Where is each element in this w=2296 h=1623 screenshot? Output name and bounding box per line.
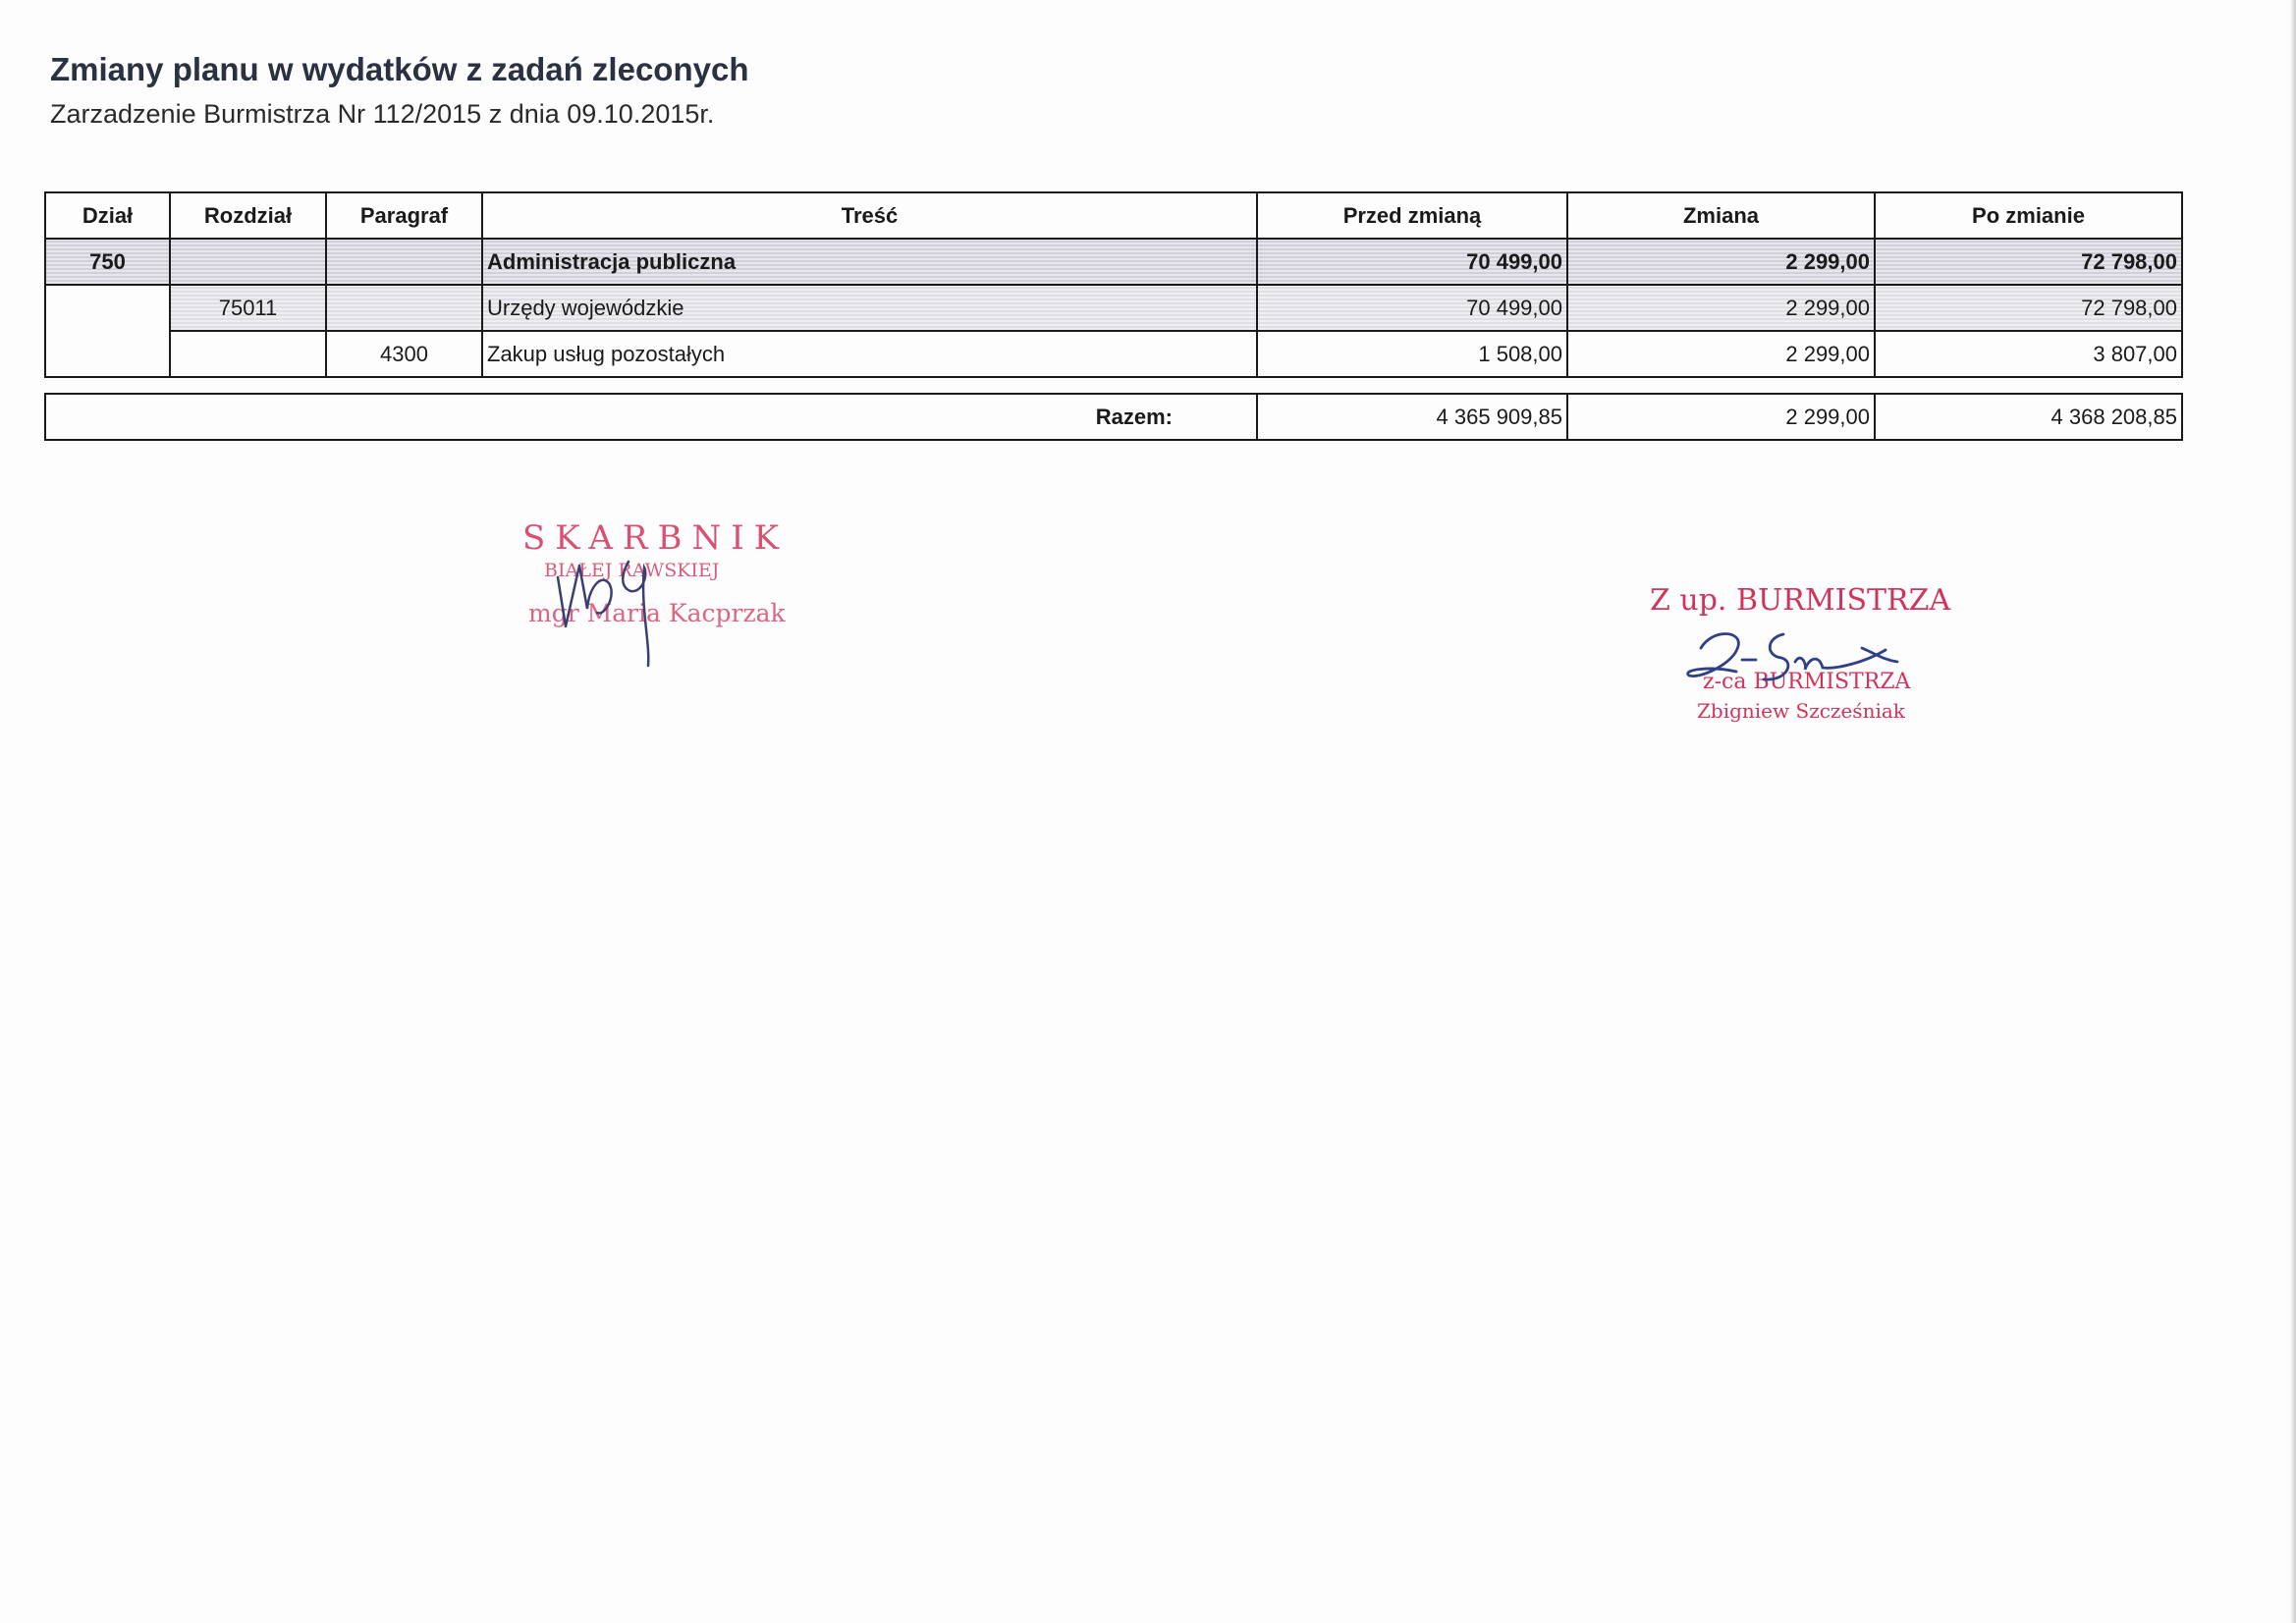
table-row-paragraf bbox=[45, 331, 2182, 377]
column-header-po-zmianie: Po zmianie bbox=[1875, 192, 2182, 239]
cell-dzial: 750 bbox=[45, 239, 170, 285]
table-row-rozdzial bbox=[45, 285, 2182, 331]
column-header-dzial: Dział bbox=[45, 192, 170, 239]
cell-paragraf bbox=[326, 239, 482, 285]
expense-changes-table bbox=[44, 191, 2183, 378]
skarbnik-stamp bbox=[519, 518, 833, 695]
summary-przed-zmiana: 4 365 909,85 bbox=[1257, 394, 1567, 440]
cell-zmiana: 2 299,00 bbox=[1567, 331, 1875, 377]
cell-tresc: Urzędy wojewódzkie bbox=[482, 285, 1257, 331]
cell-rozdzial: 75011 bbox=[170, 285, 326, 331]
cell-przed-zmiana: 70 499,00 bbox=[1257, 239, 1567, 285]
stamp-subtitle: z-ca BURMISTRZA bbox=[1703, 670, 1911, 694]
summary-table bbox=[44, 393, 2183, 441]
stamp-title: SKARBNIK bbox=[522, 518, 790, 558]
cell-dzial bbox=[45, 285, 170, 377]
cell-paragraf: 4300 bbox=[326, 331, 482, 377]
cell-rozdzial bbox=[170, 239, 326, 285]
summary-zmiana: 2 299,00 bbox=[1567, 394, 1875, 440]
column-header-przed-zmiana: Przed zmianą bbox=[1257, 192, 1567, 239]
table-row-dzial bbox=[45, 239, 2182, 285]
stamp-name: Zbigniew Szcześniak bbox=[1697, 699, 1905, 723]
cell-przed-zmiana: 70 499,00 bbox=[1257, 285, 1567, 331]
cell-po-zmianie: 72 798,00 bbox=[1875, 285, 2182, 331]
column-header-zmiana: Zmiana bbox=[1567, 192, 1875, 239]
cell-przed-zmiana: 1 508,00 bbox=[1257, 331, 1567, 377]
cell-rozdzial bbox=[170, 331, 326, 377]
stamp-subtitle: BIAŁEJ RAWSKIEJ bbox=[544, 560, 720, 581]
signature-burmistrz bbox=[1640, 579, 1994, 746]
document-subtitle: Zarzadzenie Burmistrza Nr 112/2015 z dnia 09.10.2015r. bbox=[50, 99, 715, 129]
scan-edge bbox=[2290, 0, 2296, 1623]
column-header-tresc: Treść bbox=[482, 192, 1257, 239]
table-header-row bbox=[45, 192, 2182, 239]
signature-skarbnik bbox=[519, 518, 833, 695]
summary-label: Razem: bbox=[45, 394, 1257, 440]
document-title: Zmiany planu w wydatków z zadań zleconych bbox=[50, 51, 749, 87]
cell-zmiana: 2 299,00 bbox=[1567, 239, 1875, 285]
cell-tresc: Zakup usług pozostałych bbox=[482, 331, 1257, 377]
column-header-paragraf: Paragraf bbox=[326, 192, 482, 239]
cell-tresc: Administracja publiczna bbox=[482, 239, 1257, 285]
stamp-title: Z up. BURMISTRZA bbox=[1650, 583, 1951, 618]
column-header-rozdzial: Rozdział bbox=[170, 192, 326, 239]
stamp-name: mgr Maria Kacprzak bbox=[528, 599, 786, 627]
summary-row bbox=[45, 394, 2182, 440]
burmistrz-stamp bbox=[1640, 579, 1994, 746]
cell-paragraf bbox=[326, 285, 482, 331]
cell-zmiana: 2 299,00 bbox=[1567, 285, 1875, 331]
cell-po-zmianie: 3 807,00 bbox=[1875, 331, 2182, 377]
summary-po-zmianie: 4 368 208,85 bbox=[1875, 394, 2182, 440]
cell-po-zmianie: 72 798,00 bbox=[1875, 239, 2182, 285]
